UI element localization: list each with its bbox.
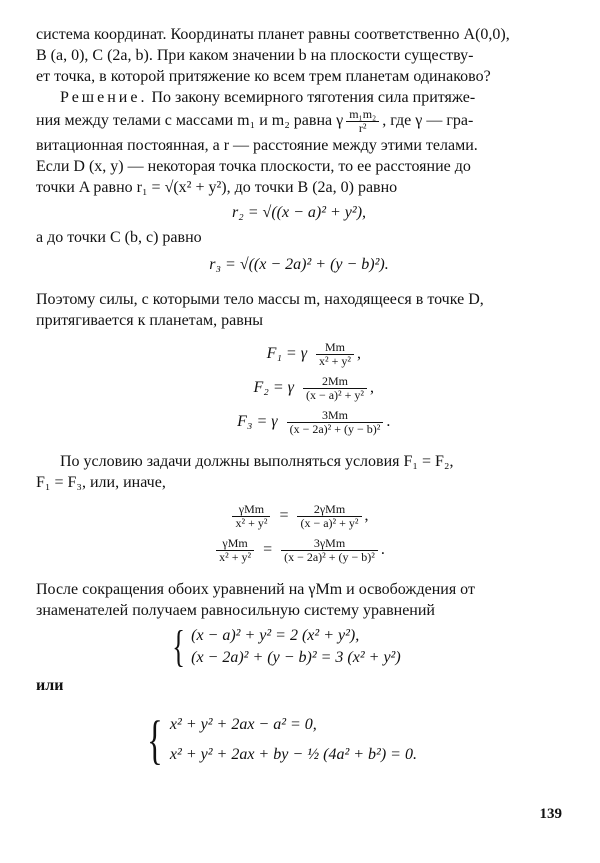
text-line: система координат. Координаты планет равны соответственно A(0,0),: [36, 26, 510, 43]
text-line: знаменателей получаем равносильную систему уравнений: [36, 602, 435, 619]
formula-lhs: F₃ = γ: [237, 413, 278, 430]
text-line: точки A равно r₁ = √(x² + y²), до точки B (2a, 0) равно: [36, 179, 398, 196]
punctuation: .: [386, 413, 391, 430]
force-formula: [36, 371, 562, 405]
text-line: Поэтому силы, с которыми тело массы m, находящееся в точке D,: [36, 291, 484, 308]
text-line: Если D (x, y) — некоторая точка плоскости, то ее расстояние до: [36, 158, 471, 175]
force-formula: [36, 405, 562, 439]
page-number: 139: [539, 806, 562, 822]
solution-heading: Решение.: [60, 89, 148, 106]
fraction: [232, 503, 270, 530]
fraction-denominator: x² + y²: [319, 353, 351, 368]
fraction: [303, 375, 367, 402]
fraction-denominator: (x − 2a)² + (y − b)²: [284, 549, 375, 564]
text-line: притягивается к планетам, равны: [36, 312, 264, 329]
fraction-denominator: r²: [358, 121, 367, 135]
punctuation: .: [380, 541, 385, 558]
fraction-numerator: γMm: [232, 503, 270, 517]
formula-lhs: F₂ = γ: [253, 379, 294, 396]
text-line: По условию задачи должны выполняться условия F₁ = F₂,: [60, 453, 454, 470]
text-line: После сокращения обоих уравнений на γMm и освобождения от: [36, 581, 475, 598]
fraction-denominator: (x − 2a)² + (y − b)²: [289, 421, 381, 436]
fraction: [287, 409, 384, 436]
system-lines: [191, 625, 401, 669]
brace-symbol: {: [172, 622, 185, 671]
punctuation: ,: [370, 379, 375, 396]
force-formulas: [36, 337, 562, 439]
system-line: (x − a)² + y² = 2 (x² + y²),: [191, 627, 360, 644]
text-line: витационная постоянная, а r — расстояние между этими телами.: [36, 137, 478, 154]
fraction-numerator: γMm: [216, 537, 254, 551]
fraction: [216, 537, 254, 564]
formula-lhs: F₁ = γ: [266, 345, 308, 362]
text-line: F₁ = F₃, или, иначе,: [36, 474, 166, 491]
brace-symbol: {: [147, 710, 163, 770]
fraction-numerator: 2γMm: [297, 503, 361, 517]
text-line: а до точки C (b, c) равно: [36, 229, 202, 246]
text-fragment: По закону всемирного тяготения сила притяже-: [147, 89, 476, 106]
equality-formula: $\frac{\text{γMm}}{\text{x² + y²}}$ = $\frac{\text{2γMm}}{\text{(x − a)² + y²}}$ ,: [36, 499, 562, 533]
punctuation: ,: [364, 507, 369, 524]
text-fragment: ния между телами с массами m₁ и m₂ равна γ: [36, 112, 344, 130]
force-formula: [36, 337, 562, 371]
fraction-numerator: m₁m₂: [346, 108, 379, 122]
solution-paragraph: [36, 87, 562, 108]
fraction-denominator: x² + y²: [235, 515, 268, 530]
equality-formulas: [36, 499, 562, 567]
fraction: [297, 503, 361, 530]
text-line: B (a, 0), C (2a, b). При каком значении b на плоскости существу-: [36, 47, 474, 64]
fraction: [281, 537, 378, 564]
fraction-denominator: x² + y²: [219, 549, 252, 564]
system-line: (x − 2a)² + (y − b)² = 3 (x² + y²): [191, 649, 401, 666]
punctuation: ,: [356, 345, 361, 362]
equation-system-2: [142, 710, 562, 770]
fraction-denominator: (x − a)² + y²: [305, 387, 365, 402]
system-lines: [170, 710, 417, 770]
fraction: [316, 341, 354, 368]
fraction-numerator: 3Mm: [287, 409, 384, 423]
formula-r3: r₃ = √((x − 2a)² + (y − b)²).: [209, 256, 389, 273]
fraction-numerator: 3γMm: [281, 537, 378, 551]
text-line: [36, 108, 562, 135]
text-line: ет точка, в которой притяжение ко всем трем планетам одинаково?: [36, 68, 491, 85]
page-content: [36, 24, 562, 774]
fraction-numerator: Mm: [316, 341, 354, 355]
system-line: x² + y² + 2ax − a² = 0,: [169, 716, 317, 733]
equation-system-1: [168, 622, 562, 671]
conjunction-word: или: [36, 677, 64, 694]
system-line: x² + y² + 2ax + by − ½ (4a² + b²) = 0.: [169, 746, 417, 763]
fraction-denominator: (x − a)² + y²: [300, 515, 359, 530]
fraction-numerator: 2Mm: [303, 375, 367, 389]
equality-formula: $\frac{\text{γMm}}{\text{x² + y²}}$ = $\frac{\text{3γMm}}{\text{(x − 2a)² + (y − b)²}}$ .: [36, 533, 562, 567]
formula-r2: r₂ = √((x − a)² + y²),: [231, 204, 367, 221]
fraction: [346, 108, 379, 135]
text-fragment: , где γ — гра-: [382, 112, 474, 130]
